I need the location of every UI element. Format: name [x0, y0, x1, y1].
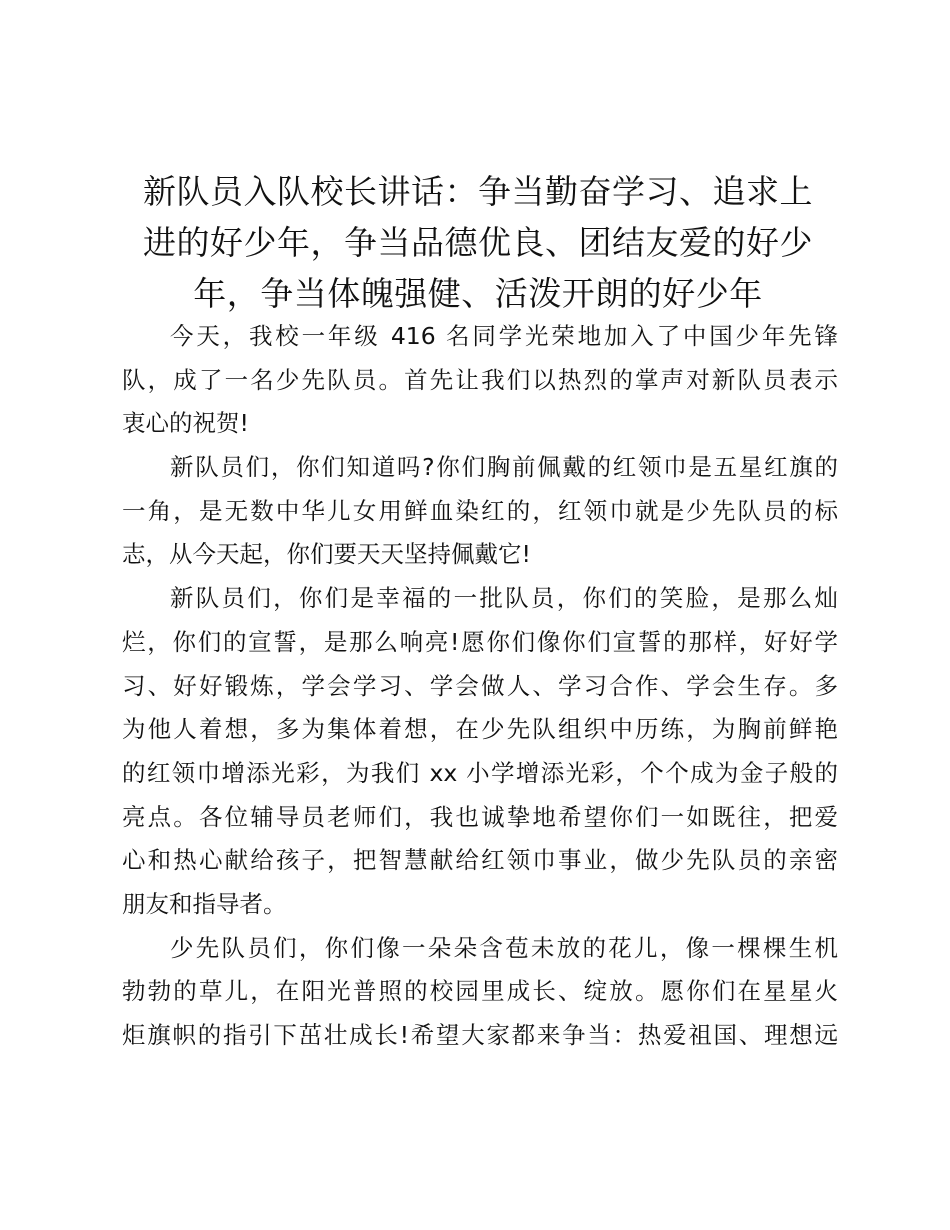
title-line: 年，争当体魄强健、活泼开朗的好少年 [193, 274, 763, 313]
text-line: 一角，是无数中华儿女用鲜血染红的，红领巾就是少先队员的标 [122, 496, 838, 525]
document-title [122, 166, 834, 319]
text-line: 烂，你们的宣誓，是那么响亮!愿你们像你们宣誓的那样，好好学 [122, 627, 838, 656]
text-line: 队，成了一名少先队员。首先让我们以热烈的掌声对新队员表示 [122, 365, 838, 394]
text-line: 衷心的祝贺! [122, 409, 249, 438]
text-line: 心和热心献给孩子，把智慧献给红领巾事业，做少先队员的亲密 [122, 846, 838, 875]
text-line: 新队员们，你们知道吗?你们胸前佩戴的红领巾是五星红旗的 [170, 453, 838, 482]
text-line: 亮点。各位辅导员老师们，我也诚挚地希望你们一如既往，把爱 [122, 802, 838, 831]
text-line: 新队员们，你们是幸福的一批队员，你们的笑脸，是那么灿 [170, 584, 838, 613]
text-line: 为他人着想，多为集体着想，在少先队组织中历练，为胸前鲜艳 [122, 715, 838, 744]
document-body [122, 315, 838, 1058]
text-line: 习、好好锻炼，学会学习、学会做人、学习合作、学会生存。多 [122, 671, 838, 700]
paragraph [122, 446, 838, 577]
title-line: 新队员入队校长讲话：争当勤奋学习、追求上 [143, 172, 813, 211]
paragraph [122, 927, 838, 1058]
text-line: 炬旗帜的指引下茁壮成长!希望大家都来争当：热爱祖国、理想远 [122, 1021, 838, 1049]
paragraph [122, 577, 838, 927]
paragraph [122, 315, 838, 446]
text-line: 今天，我校一年级 416 名同学光荣地加入了中国少年先锋 [170, 322, 838, 350]
text-line: 勃勃的草儿，在阳光普照的校园里成长、绽放。愿你们在星星火 [122, 977, 838, 1006]
text-line: 的红领巾增添光彩，为我们 xx 小学增添光彩，个个成为金子般的 [122, 758, 838, 787]
title-line: 进的好少年，争当品德优良、团结友爱的好少 [143, 223, 813, 262]
text-line: 少先队员们，你们像一朵朵含苞未放的花儿，像一棵棵生机 [170, 933, 838, 962]
text-line: 志，从今天起，你们要天天坚持佩戴它! [122, 540, 531, 569]
text-line: 朋友和指导者。 [122, 889, 287, 918]
